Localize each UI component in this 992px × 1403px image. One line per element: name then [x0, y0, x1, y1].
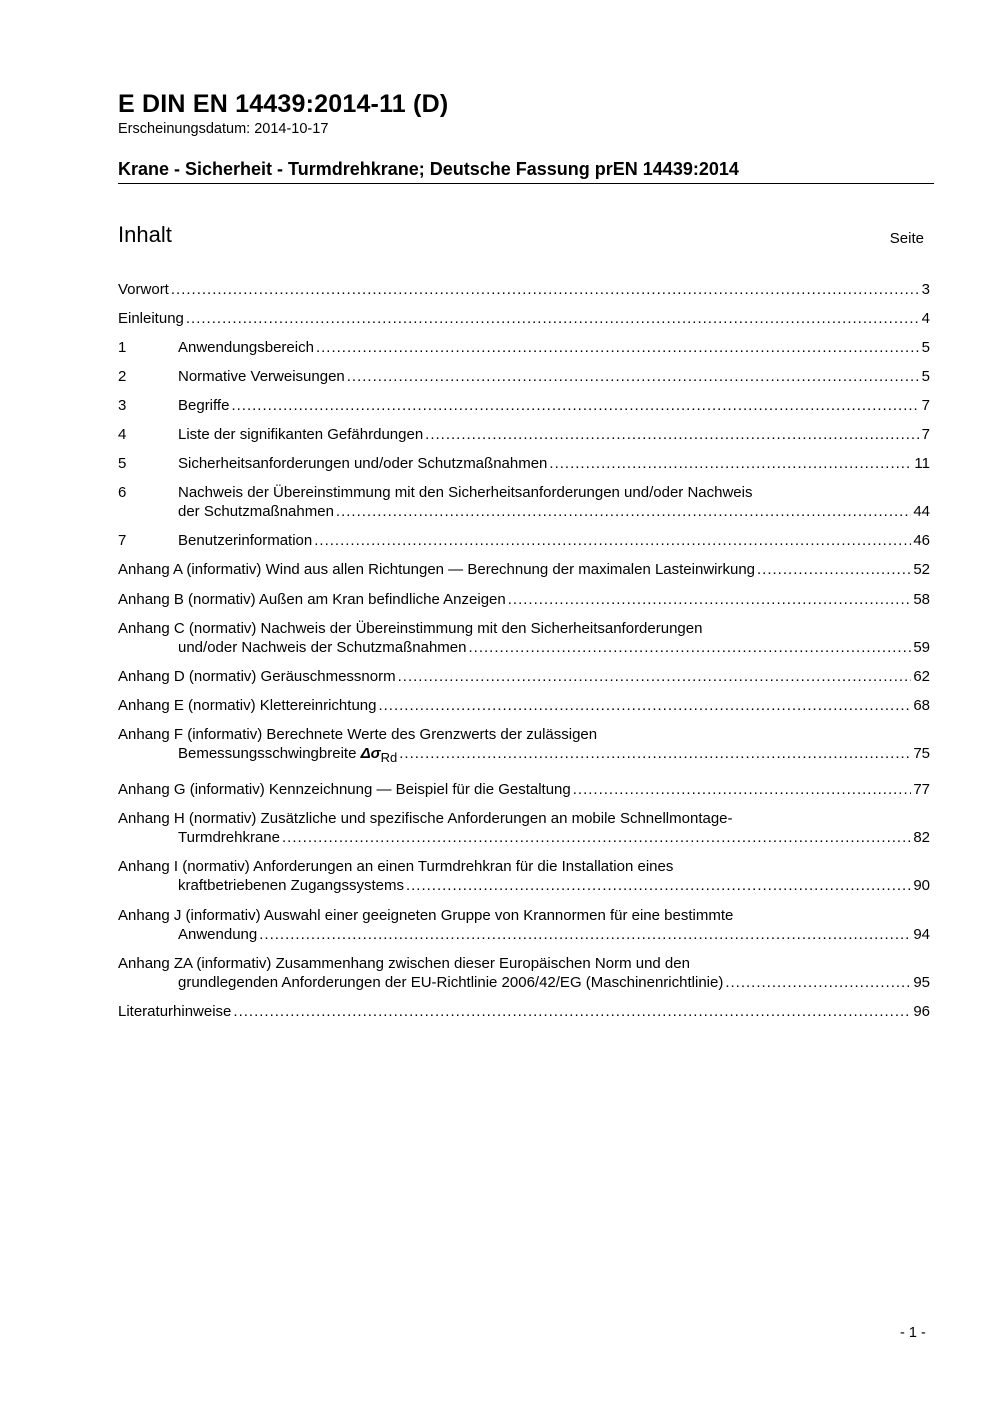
toc-entry-title-continued: kraftbetriebenen Zugangssystems: [178, 877, 404, 894]
toc-entry-einleitung[interactable]: [118, 309, 930, 328]
toc-entry-number: 2: [118, 368, 127, 385]
toc-entry-page: 94: [913, 926, 930, 943]
toc-entry-title-continued: und/oder Nachweis der Schutzmaßnahmen: [178, 639, 467, 656]
toc-entry-title: Anhang G (informativ) Kennzeichnung — Beispiel für die Gestaltung: [118, 781, 571, 798]
toc-entry-anhang-b[interactable]: [118, 590, 930, 609]
toc-entry-anhang-j[interactable]: [118, 906, 930, 944]
toc-entry-title: Sicherheitsanforderungen und/oder Schutzmaßnahmen: [178, 455, 548, 472]
toc-entry-page: 7: [921, 397, 930, 414]
toc-entry-3[interactable]: [118, 396, 930, 415]
toc-entry-page: 46: [913, 532, 930, 549]
toc-entry-number: 5: [118, 455, 127, 472]
toc-entry-page: 5: [921, 339, 930, 356]
toc-entry-anhang-a[interactable]: [118, 560, 930, 579]
toc-entry-4[interactable]: [118, 425, 930, 444]
toc-entry-page: 77: [913, 781, 930, 798]
toc-entry-title: Einleitung: [118, 310, 184, 327]
delta-sigma-symbol: Δσ: [360, 745, 381, 762]
toc-entry-title-continued: der Schutzmaßnahmen: [178, 503, 334, 520]
toc-entry-title: Anhang B (normativ) Außen am Kran befindliche Anzeigen: [118, 591, 506, 608]
toc-entry-title: Anhang I (normativ) Anforderungen an einen Turmdrehkran für die Installation eines: [118, 858, 674, 875]
toc-entry-title: Vorwort: [118, 281, 169, 298]
toc-entry-page: 4: [921, 310, 930, 327]
toc-entry-7[interactable]: [118, 531, 930, 550]
toc-entry-title: Anhang C (normativ) Nachweis der Übereinstimmung mit den Sicherheitsanforderungen: [118, 620, 703, 637]
document-id: E DIN EN 14439:2014-11 (D): [118, 90, 449, 118]
rd-subscript: Rd: [380, 750, 398, 765]
toc-entry-title: Anhang E (normativ) Klettereinrichtung: [118, 697, 377, 714]
document-title: Krane - Sicherheit - Turmdrehkrane; Deutsche Fassung prEN 14439:2014: [118, 159, 934, 184]
toc-entry-title: Liste der signifikanten Gefährdungen: [178, 426, 424, 443]
toc-entry-number: 4: [118, 426, 127, 443]
toc-entry-title: Anhang F (informativ) Berechnete Werte des Grenzwerts der zulässigen: [118, 726, 598, 743]
toc-entry-title: Nachweis der Übereinstimmung mit den Sicherheitsanforderungen und/oder Nachweis: [178, 484, 753, 501]
toc-entry-anhang-g[interactable]: [118, 780, 930, 799]
toc-entry-page: 3: [921, 281, 930, 298]
toc-entry-page: 58: [913, 591, 930, 608]
toc-entry-number: 1: [118, 339, 127, 356]
toc-entry-anhang-e[interactable]: [118, 696, 930, 715]
toc-entry-title-continued: Turmdrehkrane: [178, 829, 280, 846]
toc-entry-6[interactable]: [118, 483, 930, 521]
toc-page-column-label: Seite: [889, 230, 924, 247]
publication-date: Erscheinungsdatum: 2014-10-17: [118, 121, 329, 137]
toc-entry-number: 3: [118, 397, 127, 414]
toc-entry-title: Begriffe: [178, 397, 230, 414]
toc-entry-1[interactable]: [118, 338, 930, 357]
toc-entry-page: 82: [913, 829, 930, 846]
page-number: - 1 -: [900, 1325, 926, 1341]
toc-entry-number: 6: [118, 484, 127, 501]
toc-entry-page: 11: [914, 455, 930, 472]
toc-entry-page: 62: [913, 668, 930, 685]
toc-entry-title: Anhang J (informativ) Auswahl einer geeigneten Gruppe von Krannormen für eine bestimmte: [118, 907, 734, 924]
toc-entry-page: 68: [913, 697, 930, 714]
toc-entry-2[interactable]: [118, 367, 930, 386]
toc-entry-title: Anwendungsbereich: [178, 339, 314, 356]
toc-entry-anhang-h[interactable]: [118, 809, 930, 847]
toc-entry-page: 7: [921, 426, 930, 443]
toc-entry-title-continued: Anwendung: [178, 926, 258, 943]
toc-entry-title: Anhang ZA (informativ) Zusammenhang zwischen dieser Europäischen Norm und den: [118, 955, 690, 972]
toc-entry-anhang-i[interactable]: [118, 857, 930, 895]
toc-entry-5[interactable]: [118, 454, 930, 473]
toc-entry-anhang-za[interactable]: [118, 954, 930, 992]
toc-entry-title: Normative Verweisungen: [178, 368, 345, 385]
toc-entry-title: Benutzerinformation: [178, 532, 313, 549]
toc-entry-number: 7: [118, 532, 127, 549]
toc-entry-anhang-c[interactable]: [118, 619, 930, 657]
toc-entry-title-continued: Bemessungsschwingbreite ΔσRd: [178, 745, 398, 765]
toc-entry-page: 44: [913, 503, 930, 520]
toc-entry-page: 96: [913, 1003, 930, 1020]
toc-entry-vorwort[interactable]: [118, 280, 930, 299]
toc-entry-literaturhinweise[interactable]: [118, 1002, 930, 1021]
toc-entry-page: 95: [913, 974, 930, 991]
toc-entry-page: 75: [913, 745, 930, 762]
toc-entry-anhang-f[interactable]: [118, 725, 930, 763]
toc-entry-anhang-d[interactable]: [118, 667, 930, 686]
toc-entry-title: Anhang D (normativ) Geräuschmessnorm: [118, 668, 396, 685]
toc-entry-title: Anhang H (normativ) Zusätzliche und spezifische Anforderungen an mobile Schnellmontage-: [118, 810, 733, 827]
toc-entry-page: 5: [921, 368, 930, 385]
toc-entry-title: Literaturhinweise: [118, 1003, 232, 1020]
toc-entry-page: 90: [913, 877, 930, 894]
toc-entry-page: 59: [913, 639, 930, 656]
toc-entry-page: 52: [913, 561, 930, 578]
toc-entry-title: Anhang A (informativ) Wind aus allen Richtungen — Berechnung der maximalen Lasteinwirkung: [118, 561, 756, 578]
toc-entry-title-continued: grundlegenden Anforderungen der EU-Richtlinie 2006/42/EG (Maschinenrichtlinie): [178, 974, 724, 991]
toc-heading: Inhalt: [118, 222, 172, 247]
